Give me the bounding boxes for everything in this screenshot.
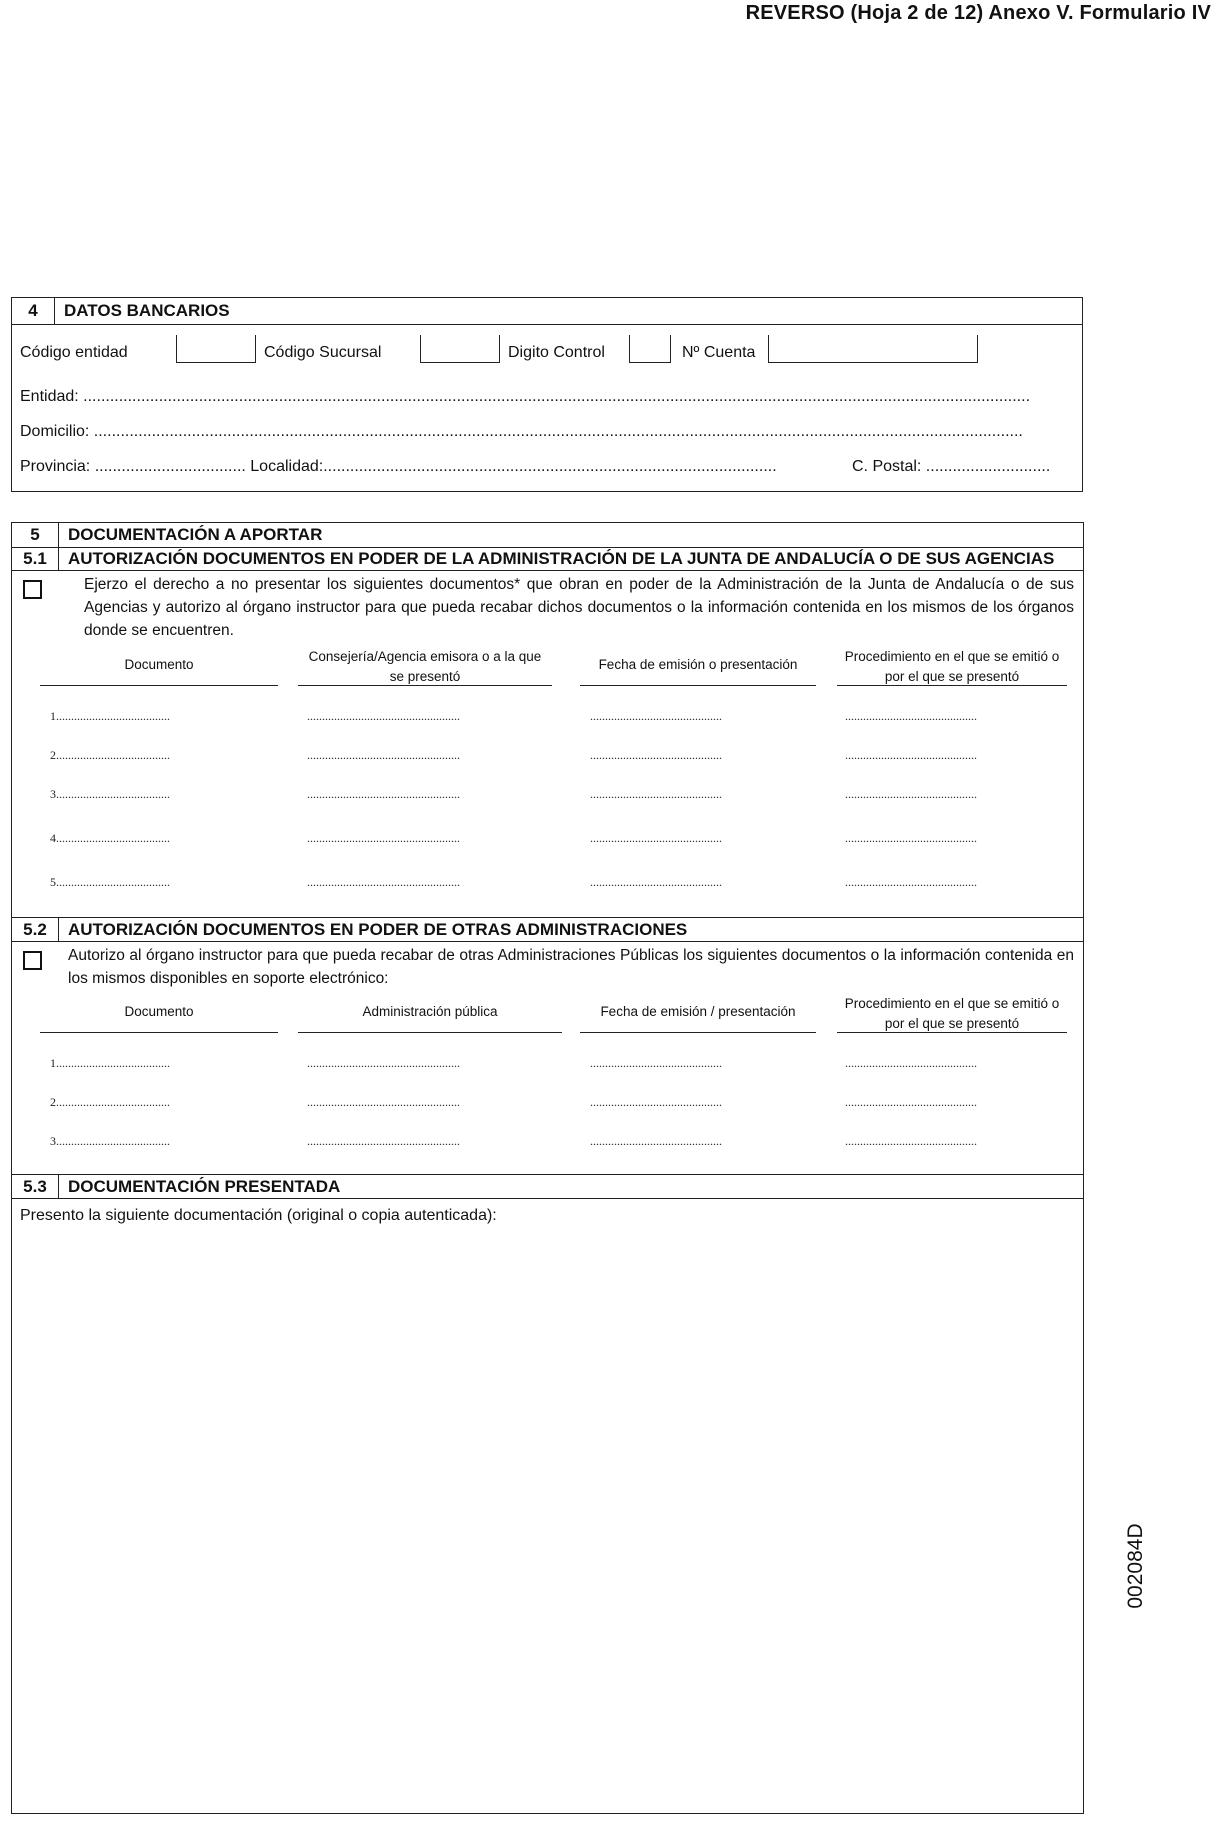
s52-col-underline (837, 1032, 1067, 1033)
domicilio-field[interactable]: Domicilio: ................................................................................................................................................................................................................. (20, 423, 1023, 440)
s52-row-3-administracion[interactable]: ................................................... (307, 1134, 460, 1148)
section-5-1-text: Ejerzo el derecho a no presentar los siguientes documentos* que obran en poder de la Administración de la Junta de Andalucía o de sus Agencias y autorizo al órgano instructor para que pueda recabar dichos documentos o la información contenida en los mismos de los órganos donde se encuentren. (84, 576, 1074, 639)
provincia-localidad-field[interactable]: Provincia: .................................. Localidad:...................................................................................................... (20, 458, 777, 475)
s52-col-underline (580, 1032, 816, 1033)
s51-row-2-fecha[interactable]: ............................................ (590, 748, 722, 762)
section-5-box (11, 522, 1084, 1814)
section-5-2-title: AUTORIZACIÓN DOCUMENTOS EN PODER DE OTRAS ADMINISTRACIONES (68, 920, 688, 939)
s51-row-4-consejeria[interactable]: ................................................... (307, 831, 460, 845)
s51-row-4-procedimiento[interactable]: ............................................ (845, 831, 977, 845)
section-5-header (12, 523, 1083, 548)
s52-col-documento: Documento (124, 1004, 194, 1019)
s51-row-3-fecha[interactable]: ............................................ (590, 787, 722, 801)
s51-col-documento: Documento (124, 657, 194, 672)
s52-col-underline (40, 1032, 278, 1033)
s51-row-4-fecha[interactable]: ............................................ (590, 831, 722, 845)
s51-row-1-consejeria[interactable]: ................................................... (307, 709, 460, 723)
s51-col-underline (580, 685, 816, 686)
numero-cuenta-label: Nº Cuenta (682, 344, 756, 361)
section-5-1-header (12, 547, 1083, 571)
side-document-code: 002084D (1124, 1523, 1147, 1609)
section-4-number: 4 (12, 298, 55, 324)
s52-row-2-administracion[interactable]: ................................................... (307, 1095, 460, 1109)
s51-col-underline (298, 685, 552, 686)
codigo-entidad-label: Código entidad (20, 344, 128, 361)
s51-col-fecha: Fecha de emisión o presentación (598, 657, 798, 672)
section-5-1-number: 5.1 (12, 547, 59, 570)
s52-row-1-procedimiento[interactable]: ............................................ (845, 1056, 977, 1070)
s52-col-fecha: Fecha de emisión / presentación (600, 1004, 796, 1019)
codigo-entidad-input[interactable] (176, 335, 256, 363)
digito-control-input[interactable] (629, 335, 671, 363)
s51-row-2-procedimiento[interactable]: ............................................ (845, 748, 977, 762)
s51-row-3-consejeria[interactable]: ................................................... (307, 787, 460, 801)
numero-cuenta-input[interactable] (768, 335, 978, 363)
s52-row-3-procedimiento[interactable]: ............................................ (845, 1134, 977, 1148)
s52-row-2-fecha[interactable]: ............................................ (590, 1095, 722, 1109)
section-5-1-title: AUTORIZACIÓN DOCUMENTOS EN PODER DE LA ADMINISTRACIÓN DE LA JUNTA DE ANDALUCÍA O DE SUS AGENCIAS (68, 549, 1055, 568)
section-5-title: DOCUMENTACIÓN A APORTAR (68, 525, 323, 544)
s52-row-1-documento[interactable]: 1...................................... (50, 1056, 170, 1070)
section-5-number: 5 (12, 523, 59, 547)
section-4-box (11, 297, 1083, 492)
s51-row-5-fecha[interactable]: ............................................ (590, 875, 722, 889)
s52-col-underline (298, 1032, 562, 1033)
s51-row-3-documento[interactable]: 3...................................... (50, 787, 170, 801)
s51-row-2-consejeria[interactable]: ................................................... (307, 748, 460, 762)
s51-row-5-documento[interactable]: 5...................................... (50, 875, 170, 889)
s51-col-underline (40, 685, 278, 686)
section-5-3-header (12, 1174, 1083, 1199)
section-4-title: DATOS BANCARIOS (64, 301, 230, 320)
section-5-3-number: 5.3 (12, 1175, 59, 1198)
section-5-2-header (12, 917, 1083, 942)
codigo-postal-field[interactable]: C. Postal: ............................ (852, 458, 1051, 475)
codigo-sucursal-input[interactable] (420, 335, 500, 363)
digito-control-label: Digito Control (508, 344, 605, 361)
s52-col-administracion: Administración pública (362, 1004, 498, 1019)
s52-row-3-fecha[interactable]: ............................................ (590, 1134, 722, 1148)
codigo-sucursal-label: Código Sucursal (264, 344, 382, 361)
section-5-2-number: 5.2 (12, 918, 59, 941)
s52-row-3-documento[interactable]: 3...................................... (50, 1134, 170, 1148)
s51-row-5-procedimiento[interactable]: ............................................ (845, 875, 977, 889)
s51-row-2-documento[interactable]: 2...................................... (50, 748, 170, 762)
section-4-header (12, 298, 1082, 325)
s51-row-5-consejeria[interactable]: ................................................... (307, 875, 460, 889)
s52-row-1-fecha[interactable]: ............................................ (590, 1056, 722, 1070)
s51-col-underline (837, 685, 1067, 686)
s51-row-4-documento[interactable]: 4...................................... (50, 831, 170, 845)
s52-row-1-administracion[interactable]: ................................................... (307, 1056, 460, 1070)
s51-col-consejeria: Consejería/Agencia emisora o a la que se presentó (308, 649, 542, 684)
s51-col-procedimiento: Procedimiento en el que se emitió o por el que se presentó (844, 649, 1060, 684)
section-5-2-checkbox[interactable] (23, 951, 42, 970)
s51-row-1-documento[interactable]: 1...................................... (50, 709, 170, 723)
section-5-3-documentation-area[interactable] (12, 1228, 1083, 1813)
s52-col-procedimiento: Procedimiento en el que se emitió o por el que se presentó (844, 996, 1060, 1031)
s52-row-2-documento[interactable]: 2...................................... (50, 1095, 170, 1109)
section-5-2-text: Autorizo al órgano instructor para que pueda recabar de otras Administraciones Públicas los siguientes documentos o la información contenida en los mismos disponibles en soporte electrónico: (68, 947, 1074, 987)
section-5-3-text: Presento la siguiente documentación (original o copia autenticada): (20, 1207, 497, 1224)
page-header-title: REVERSO (Hoja 2 de 12) Anexo V. Formulario IV (745, 2, 1211, 24)
s51-row-3-procedimiento[interactable]: ............................................ (845, 787, 977, 801)
s51-row-1-fecha[interactable]: ............................................ (590, 709, 722, 723)
section-5-1-checkbox[interactable] (23, 580, 42, 599)
section-5-3-title: DOCUMENTACIÓN PRESENTADA (68, 1177, 341, 1196)
entidad-field[interactable]: Entidad: ..................................................................................................................................................................................................................... (20, 388, 1031, 405)
s52-row-2-procedimiento[interactable]: ............................................ (845, 1095, 977, 1109)
s51-row-1-procedimiento[interactable]: ............................................ (845, 709, 977, 723)
